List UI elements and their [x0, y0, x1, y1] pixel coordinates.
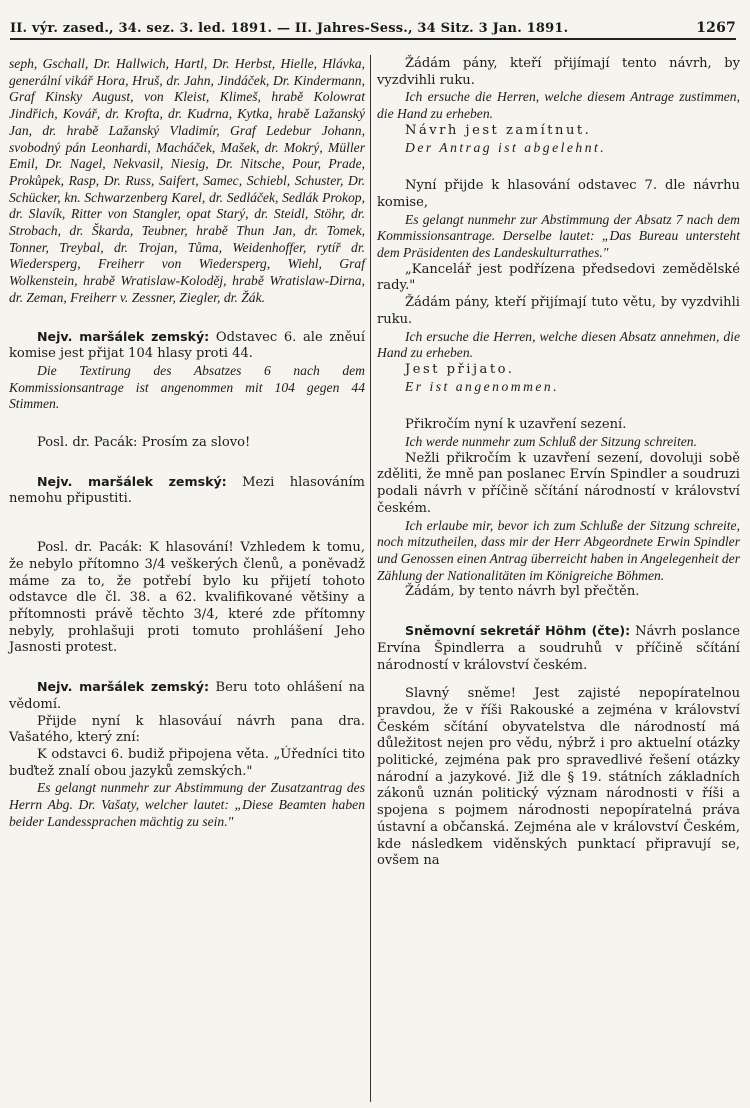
paragraph-text: Žádám pány, kteří přijímají tento návrh, by vyzdvihli ruku.	[377, 56, 740, 88]
speaker-label: Posl. dr. Pacák:	[37, 540, 143, 556]
paragraph-text-de: Die Textirung des Absatzes 6 nach dem Kommissionsantrage ist angenommen mit 104 gegen 44 Stimmen.	[9, 362, 365, 412]
paragraph-text: Slavný sněme! Jest zajisté nepopíratelnou pravdou, že v říši Rakouské a zejména v království Českém sčítání obyvatelstva dle národností má důležitost nejen pro vědu, nýbrž i pro aktuelní otázky politické, zejména pak pro spravedlivé řešení otázky národní a jazykové. Již dle § 19. státních základních zákonů uznán politický význam národnosti v říši a spojena s pojmem národnosti nepopíratelná práva ústavní a občanská. Zejména ale v království Českém, kde následkem viděnských punktací připravují se, ovšem na	[377, 686, 740, 869]
result-text: Jest přijato.	[405, 361, 515, 377]
page-number: 1267	[696, 20, 736, 36]
speaker-label: Posl. dr. Pacák:	[37, 435, 138, 451]
speaker-label: Nejv. maršálek zemský:	[37, 328, 210, 344]
paragraph-text: Žádám, by tento návrh byl přečtěn.	[405, 584, 640, 600]
result-text-de: Er ist angenommen.	[405, 378, 560, 394]
speaker-label: Sněmovní sekretář Höhm (čte):	[405, 623, 631, 639]
speaker-label: Nejv. maršálek zemský:	[37, 679, 209, 695]
paragraph-text: „Kancelář jest podřízena předsedovi zemědělské rady."	[377, 261, 740, 294]
paragraph-text: Žádám pány, kteří přijímají tuto větu, by vyzdvihli ruku.	[377, 295, 740, 327]
paragraph-text-de: Es gelangt nunmehr zur Abstimmung der Zusatzantrag des Herrn Abg. Dr. Vašaty, welcher lautet: „Diese Beamten haben beider Landessprachen mächtig zu sein."	[9, 780, 365, 829]
paragraph-text: Přikročím nyní k uzavření sezení.	[405, 417, 627, 433]
paragraph-text: K odstavci 6. budiž připojena věta. „Úředníci tito buďtež znalí obou jazyků zemských."	[9, 746, 365, 779]
paragraph-text-de: Ich erlaube mir, bevor ich zum Schluße der Sitzung schreite, noch mitzutheilen, dass mir der Herr Abgeordnete Erwin Spindler und Genossen einen Antrag überreicht haben in Angelegenheit der Zählung der Nationalitäten im Königreiche Böhmen.	[377, 517, 740, 583]
paragraph-text: Přijde nyní k hlasováuí návrh pana dra. Vašatého, který zní:	[9, 713, 365, 746]
speaker-label: Nejv. maršálek zemský:	[37, 473, 227, 489]
header-title: II. výr. zased., 34. sez. 3. led. 1891. — II. Jahres-Sess., 34 Sitz. 3 Jan. 1891.	[10, 21, 569, 36]
paragraph-text: Nežli přikročím k uzavření sezení, dovoluji sobě zděliti, že mně pan poslanec Ervín Spindler a soudruzi podali návrh v příčině sčítání národností v království českém.	[377, 450, 740, 516]
paragraph-text: K hlasování! Vzhledem k tomu, že nebylo přítomno 3/4 veškerých členů, a poněvadž máme za to, že potřebí bylo ku přijetí tohoto odstavce dle čl. 38. a 62. kvalifikované většiny a přítomnosti právě těchto 3/4, které zde přítomny nebyly, prohlašuji proti tomuto prohlášení Jeho Jasnosti protest.	[9, 540, 365, 656]
paragraph-text-de: Ich ersuche die Herren, welche diesen Absatz annehmen, die Hand zu erheben.	[377, 328, 740, 361]
paragraph-marshal-1	[9, 329, 365, 363]
right-column	[377, 56, 740, 870]
paragraph-pacak-2	[9, 540, 365, 657]
paragraph-text-de: Es gelangt nunmehr zur Abstimmung der Absatz 7 nach dem Kommissionsantrage. Derselbe lautet: „Das Bureau untersteht dem Präsidenten des Landeskulturrathes."	[377, 211, 740, 261]
paragraph-text: Odstavec 6. ale zněuí komise jest přijat 104 hlasy proti 44.	[9, 329, 366, 362]
paragraph-marshal-3	[9, 679, 365, 713]
vote-names-list: seph, Gschall, Dr. Hallwich, Hartl, Dr. Herbst, Hielle, Hlávka, generální vikář Hora, Hruš, dr. Jahn, Jindáček, Dr. Kindermann, Graf Kinsky August, von Kleist, Klimeš, hrabě Kolowrat Jindřich, Kovář, dr. Krofta, dr. Kudrna, Kytka, hrabě Lažanský Jan, dr. hrabě Lažanský Vladimír, Graf Ledebur Johann, svobodný pán Leonhardi, Macháček, Mašek, dr. Mokrý, Müller Emil, Dr. Nagel, Nekvasil, Niesig, Dr. Nitsche, Pour, Prade, Prokůpek, Rasp, Dr. Russ, Saifert, Samec, Schiebl, Schuster, Dr. Schücker, kn. Schwarzenberg Karel, dr. Sedláček, Sedlák Prokop, dr. Slavík, Ritter von Stangler, opat Starý, dr. Steidl, Stöhr, dr. Strobach, dr. Škarda, Teubner, hrabě Thun Jan, dr. Tomek, Tonner, Treybal, dr. Trojan, Tůma, Weidenhoffer, rytíř dr. Wiedersperg, Freiherr von Wiedersperg, Wiehl, Graf Wolkenstein, hrabě Wratislaw-Koloděj, hrabě Wratislaw-Dirna, dr. Zeman, Freiherr v. Zessner, Ziegler, dr. Žák.	[9, 56, 365, 305]
paragraph-secretary	[377, 623, 740, 674]
left-column	[9, 56, 365, 830]
paragraph-marshal-2	[9, 474, 365, 508]
result-text: Návrh jest zamítnut.	[405, 122, 592, 138]
paragraph-pacak-1	[9, 435, 365, 452]
paragraph-text: Beru toto ohlášení na vědomí.	[9, 680, 365, 712]
paragraph-text-de: Ich werde nunmehr zum Schluß der Sitzung schreiten.	[405, 434, 697, 450]
column-divider	[370, 55, 371, 1102]
result-text-de: Der Antrag ist abgelehnt.	[405, 139, 607, 155]
paragraph-text: Nyní přijde k hlasování odstavec 7. dle návrhu komise,	[377, 178, 740, 210]
paragraph-text-de: Ich ersuche die Herren, welche diesem Antrage zustimmen, die Hand zu erheben.	[377, 89, 740, 122]
paragraph-text: Návrh poslance Ervína Špindlerra a soudruhů v příčině sčítání národností v království českém.	[377, 624, 740, 673]
paragraph-text: Prosím za slovo!	[141, 435, 251, 451]
page-header	[10, 10, 736, 40]
paragraph-text: Mezi hlasováním nemohu připustiti.	[9, 474, 365, 507]
